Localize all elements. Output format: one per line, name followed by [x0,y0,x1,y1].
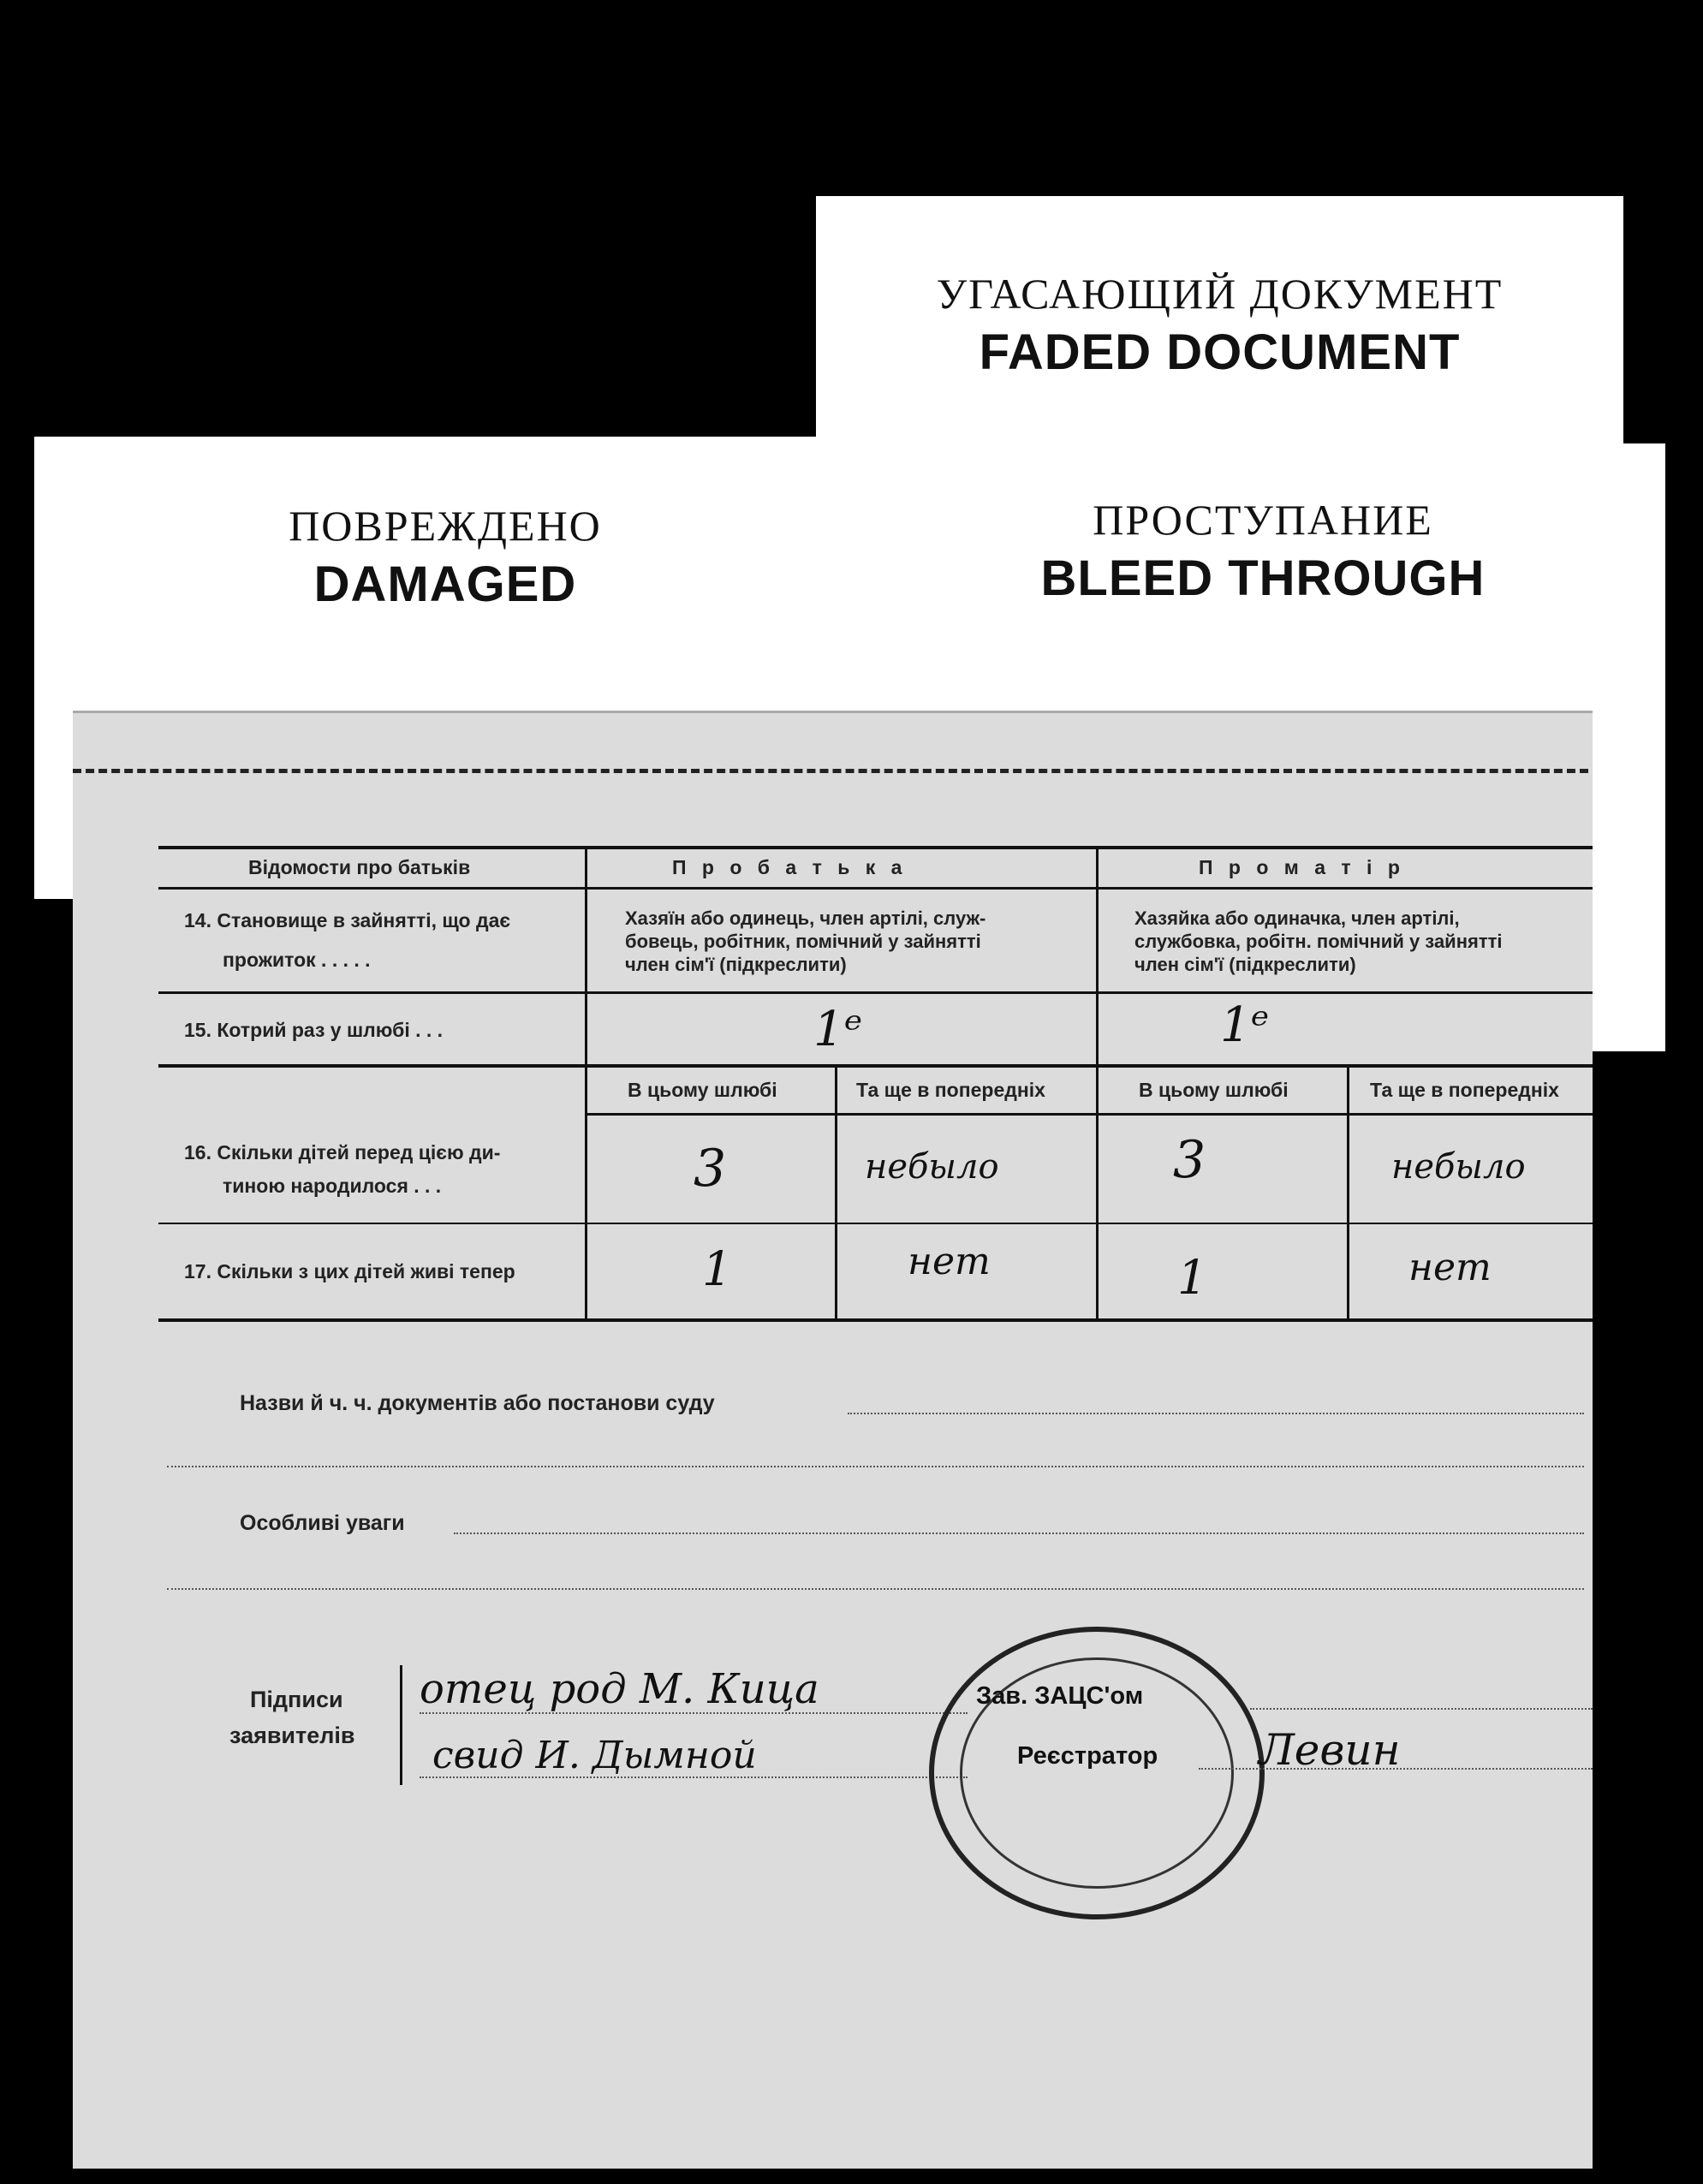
row17-father-this: 1 [702,1241,732,1296]
sub-mother-this: В цьому шлюбі [1139,1079,1289,1101]
row14-mother-1: Хазяйка або одиначка, член артілі, [1134,908,1460,929]
registrar-label: Реєстратор [1017,1742,1158,1770]
sub-father-this: В цьому шлюбі [628,1079,777,1101]
row14-mother-2: службовка, робітн. помічний у зайнятті [1134,931,1503,952]
registry-head-label: Зав. ЗАЦС'ом [976,1682,1144,1710]
row14-mother-3: член сім'ї (підкреслити) [1134,954,1356,975]
row15-mother: 1ᵉ [1220,997,1270,1053]
row16-mother-this: 3 [1173,1130,1206,1190]
sub-father-prev: Та ще в попередніх [856,1079,1045,1101]
official-seal [929,1627,1265,1919]
row14-father-2: бовець, робітник, помічний у зайнятті [625,931,981,952]
witness-signature: свид И. Дымной [432,1734,757,1777]
row16-father-prev: небыло [865,1147,999,1187]
row14-label: 14. Становище в зайнятті, що дає [184,909,511,931]
tear-line [73,769,1588,773]
row16-label: 16. Скільки дітей перед цією ди- [184,1141,501,1163]
father-signature: отец род М. Кица [420,1665,819,1713]
row14-label-2: прожиток . . . . . [223,949,371,971]
row17-mother-this: 1 [1177,1250,1207,1305]
faded-en: FADED DOCUMENT [979,324,1461,380]
sub-mother-prev: Та ще в попередніх [1370,1079,1559,1101]
faded-ru: УГАСАЮЩИЙ ДОКУМЕНТ [936,270,1504,318]
row16-mother-prev: небыло [1391,1147,1526,1187]
row14-father-3: член сім'ї (підкреслити) [625,954,847,975]
header-parents-info: Відомости про батьків [248,856,471,878]
damaged-en: DAMAGED [313,556,577,612]
registrar-signature: Левин [1259,1725,1401,1775]
row15-father: 1ᵉ [813,1002,863,1057]
damaged-ru: ПОВРЕЖДЕНО [289,502,602,550]
faded-document-label [816,196,1623,461]
row15-label: 15. Котрий раз у шлюбі . . . [184,1019,444,1041]
header-mother: П р о м а т і р [1199,856,1405,878]
bleed-ru: ПРОСТУПАНИЕ [1093,496,1433,544]
header-father: П р о б а т ь к а [672,856,908,878]
row17-mother-prev: нет [1408,1246,1492,1289]
applicants-label: заявителів [229,1723,355,1748]
row16-father-this: 3 [694,1139,727,1199]
row17-father-prev: нет [908,1240,991,1283]
row17-label: 17. Скільки з цих дітей живі тепер [184,1260,515,1282]
notes-label: Особливі уваги [240,1511,405,1535]
signatures-label: Підписи [250,1687,343,1712]
row14-father-1: Хазяїн або одинець, член артілі, служ- [625,908,986,929]
documents-label: Назви й ч. ч. документів або постанови суду [240,1391,715,1415]
bleed-en: BLEED THROUGH [1040,550,1486,606]
row16-label-2: тиною народилося . . . [223,1175,442,1197]
